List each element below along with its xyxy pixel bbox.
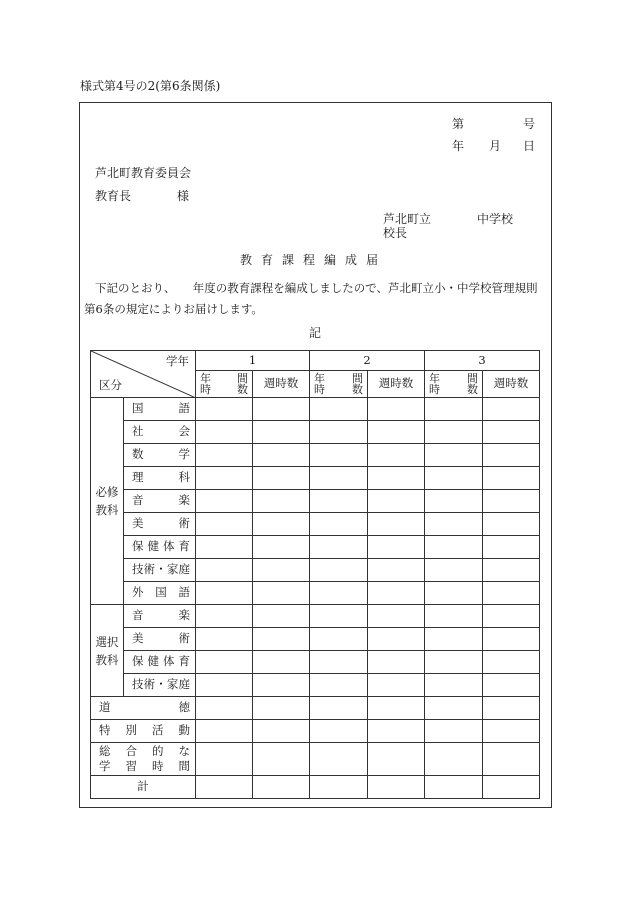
entry-cell[interactable] [310, 674, 368, 697]
table-row [91, 674, 540, 697]
entry-cell[interactable] [310, 776, 368, 799]
entry-cell[interactable] [196, 444, 253, 467]
entry-cell[interactable] [310, 536, 368, 559]
required-subject-label: 保 健 体 育 [124, 536, 196, 559]
annual-hours-top: 年 間 [314, 372, 363, 385]
sender-school-suffix: 中学校 [477, 212, 514, 226]
entry-cell[interactable] [425, 513, 483, 536]
entry-cell[interactable] [310, 421, 368, 444]
entry-cell[interactable] [425, 651, 483, 674]
grade-2-header: 2 [310, 351, 425, 371]
document-title: 教育課程編成届 [240, 253, 388, 267]
entry-cell[interactable] [368, 651, 425, 674]
entry-cell[interactable] [310, 444, 368, 467]
body-line-1: 下記のとおり、 年度の教育課程を編成しましたので、芦北町立小・中学校管理規則 [95, 281, 538, 295]
entry-cell[interactable] [368, 421, 425, 444]
entry-cell[interactable] [425, 398, 483, 421]
entry-cell[interactable] [425, 582, 483, 605]
entry-cell[interactable] [253, 513, 310, 536]
entry-cell[interactable] [368, 490, 425, 513]
table-row [91, 628, 540, 651]
entry-cell[interactable] [196, 743, 253, 776]
table-row [91, 582, 540, 605]
entry-cell[interactable] [310, 490, 368, 513]
entry-cell[interactable] [253, 444, 310, 467]
table-row [91, 398, 540, 421]
table-row [91, 743, 540, 776]
table-row [91, 536, 540, 559]
entry-cell[interactable] [196, 605, 253, 628]
entry-cell[interactable] [196, 536, 253, 559]
grade-1-annual-hours-header [196, 371, 253, 398]
entry-cell[interactable] [253, 490, 310, 513]
entry-cell[interactable] [368, 628, 425, 651]
entry-cell[interactable] [253, 720, 310, 743]
grade-3-weekly-hours-header: 週時数 [483, 371, 540, 398]
entry-cell[interactable] [425, 674, 483, 697]
entry-cell[interactable] [196, 582, 253, 605]
entry-cell[interactable] [368, 605, 425, 628]
table-row [91, 651, 540, 674]
table-row [91, 490, 540, 513]
required-subject-label: 美 術 [124, 513, 196, 536]
sender-school-prefix: 芦北町立 [383, 212, 432, 226]
elective-subject-label: 美 術 [124, 628, 196, 651]
entry-cell[interactable] [253, 467, 310, 490]
entry-cell[interactable] [196, 697, 253, 720]
corner-grade-label: 学年 [166, 354, 189, 368]
table-row [91, 720, 540, 743]
entry-cell[interactable] [310, 582, 368, 605]
number-prefix: 第 [452, 117, 465, 131]
required-subjects-group [91, 398, 124, 605]
number-suffix: 号 [523, 117, 536, 131]
entry-cell[interactable] [368, 467, 425, 490]
entry-cell[interactable] [425, 490, 483, 513]
entry-cell[interactable] [368, 674, 425, 697]
entry-cell[interactable] [253, 674, 310, 697]
total-label: 計 [91, 776, 196, 799]
entry-cell[interactable] [483, 398, 540, 421]
entry-cell[interactable] [310, 605, 368, 628]
required-subject-label: 理 科 [124, 467, 196, 490]
addressee-honorific: 様 [177, 189, 190, 203]
table-row [91, 444, 540, 467]
entry-cell[interactable] [483, 628, 540, 651]
required-subject-label: 数 学 [124, 444, 196, 467]
addressee-org: 芦北町教育委員会 [95, 166, 192, 180]
entry-cell[interactable] [253, 651, 310, 674]
entry-cell[interactable] [253, 582, 310, 605]
entry-cell[interactable] [483, 582, 540, 605]
moral-label: 道 徳 [91, 697, 196, 720]
entry-cell[interactable] [483, 444, 540, 467]
entry-cell[interactable] [253, 398, 310, 421]
entry-cell[interactable] [368, 444, 425, 467]
required-subject-label: 社 会 [124, 421, 196, 444]
entry-cell[interactable] [425, 720, 483, 743]
entry-cell[interactable] [196, 776, 253, 799]
annual-hours-top: 年 間 [429, 372, 478, 385]
grade-1-weekly-hours-header: 週時数 [253, 371, 310, 398]
entry-cell[interactable] [425, 536, 483, 559]
table-row [91, 605, 540, 628]
date-month: 月 [489, 139, 502, 153]
entry-cell[interactable] [483, 720, 540, 743]
entry-cell[interactable] [425, 605, 483, 628]
entry-cell[interactable] [425, 776, 483, 799]
entry-cell[interactable] [196, 651, 253, 674]
header-corner [91, 351, 196, 398]
entry-cell[interactable] [253, 421, 310, 444]
corner-category-label: 区分 [99, 377, 122, 392]
entry-cell[interactable] [483, 697, 540, 720]
elective-subject-label: 音 楽 [124, 605, 196, 628]
entry-cell[interactable] [196, 674, 253, 697]
entry-cell[interactable] [368, 536, 425, 559]
integrated-study-label: 総 合 的 な 学 習 時 間 [91, 743, 196, 776]
entry-cell[interactable] [196, 720, 253, 743]
entry-cell[interactable] [196, 467, 253, 490]
entry-cell[interactable] [253, 776, 310, 799]
entry-cell[interactable] [368, 776, 425, 799]
entry-cell[interactable] [310, 743, 368, 776]
annual-hours-bottom: 時 数 [314, 383, 363, 396]
entry-cell[interactable] [196, 490, 253, 513]
body-line-2: 第6条の規定によりお届けします。 [84, 302, 263, 316]
elective-group-label: 選択 教科 [95, 634, 119, 667]
entry-cell[interactable] [483, 776, 540, 799]
table-row [91, 421, 540, 444]
table-row [91, 513, 540, 536]
special-activities-label: 特 別 活 動 [91, 720, 196, 743]
entry-cell[interactable] [425, 697, 483, 720]
entry-cell[interactable] [196, 628, 253, 651]
addressee-title: 教育長 [95, 189, 132, 203]
entry-cell[interactable] [483, 605, 540, 628]
ki-marker: 記 [309, 326, 322, 340]
entry-cell[interactable] [483, 513, 540, 536]
entry-cell[interactable] [196, 398, 253, 421]
entry-cell[interactable] [425, 467, 483, 490]
entry-cell[interactable] [310, 467, 368, 490]
elective-subject-label: 技 術 ・ 家 庭 [124, 674, 196, 697]
form-number-label: 様式第4号の2(第6条関係) [80, 79, 221, 93]
required-subject-label: 音 楽 [124, 490, 196, 513]
elective-subject-label: 保 健 体 育 [124, 651, 196, 674]
entry-cell[interactable] [310, 559, 368, 582]
entry-cell[interactable] [310, 697, 368, 720]
entry-cell[interactable] [368, 743, 425, 776]
entry-cell[interactable] [368, 513, 425, 536]
grade-2-annual-hours-header [310, 371, 368, 398]
entry-cell[interactable] [368, 720, 425, 743]
entry-cell[interactable] [196, 559, 253, 582]
entry-cell[interactable] [483, 559, 540, 582]
entry-cell[interactable] [425, 628, 483, 651]
entry-cell[interactable] [425, 444, 483, 467]
entry-cell[interactable] [483, 674, 540, 697]
entry-cell[interactable] [483, 490, 540, 513]
entry-cell[interactable] [368, 582, 425, 605]
required-subject-label: 国 語 [124, 398, 196, 421]
date-day: 日 [523, 139, 536, 153]
entry-cell[interactable] [310, 513, 368, 536]
grade-1-header: 1 [196, 351, 310, 371]
entry-cell[interactable] [368, 697, 425, 720]
entry-cell[interactable] [196, 513, 253, 536]
entry-cell[interactable] [253, 605, 310, 628]
entry-cell[interactable] [196, 421, 253, 444]
sender-principal: 校長 [383, 226, 408, 240]
entry-cell[interactable] [425, 559, 483, 582]
curriculum-table [90, 350, 540, 799]
entry-cell[interactable] [483, 467, 540, 490]
entry-cell[interactable] [368, 559, 425, 582]
entry-cell[interactable] [253, 559, 310, 582]
annual-hours-top: 年 間 [200, 372, 248, 385]
entry-cell[interactable] [253, 697, 310, 720]
entry-cell[interactable] [483, 651, 540, 674]
table-row [91, 467, 540, 490]
entry-cell[interactable] [483, 421, 540, 444]
date-year: 年 [452, 139, 465, 153]
entry-cell[interactable] [310, 651, 368, 674]
required-subject-label: 外 国 語 [124, 582, 196, 605]
annual-hours-bottom: 時 数 [429, 383, 478, 396]
required-group-label: 必修 教科 [95, 485, 119, 517]
entry-cell[interactable] [483, 743, 540, 776]
entry-cell[interactable] [425, 743, 483, 776]
entry-cell[interactable] [253, 628, 310, 651]
entry-cell[interactable] [483, 536, 540, 559]
elective-subjects-group [91, 605, 124, 697]
table-row [91, 559, 540, 582]
annual-hours-bottom: 時 数 [200, 383, 248, 396]
required-subject-label: 技 術 ・ 家 庭 [124, 559, 196, 582]
grade-3-annual-hours-header [425, 371, 483, 398]
entry-cell[interactable] [310, 720, 368, 743]
grade-2-weekly-hours-header: 週時数 [368, 371, 425, 398]
entry-cell[interactable] [425, 421, 483, 444]
grade-3-header: 3 [425, 351, 540, 371]
table-row [91, 697, 540, 720]
entry-cell[interactable] [310, 628, 368, 651]
entry-cell[interactable] [310, 398, 368, 421]
entry-cell[interactable] [253, 743, 310, 776]
entry-cell[interactable] [368, 398, 425, 421]
entry-cell[interactable] [253, 536, 310, 559]
table-row [91, 776, 540, 799]
